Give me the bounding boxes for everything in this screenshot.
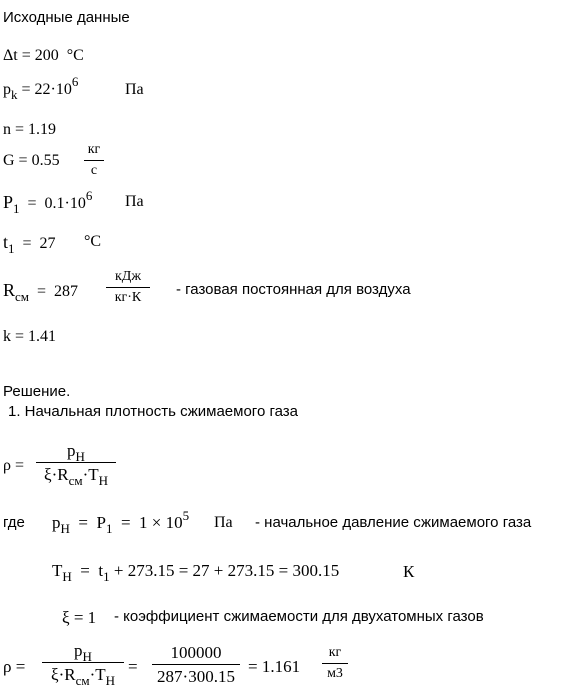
p1-symbol: P xyxy=(3,192,14,212)
rho-numeric-numerator: 100000 xyxy=(170,643,222,662)
xi-note: - коэффициент сжимаемости для двухатомных газов xyxy=(114,608,484,625)
t1-symbol: t xyxy=(3,232,9,252)
rsm-subscript: см xyxy=(75,673,90,688)
pk-symbol: p xyxy=(3,81,11,98)
formula-g: G = 0.55 xyxy=(3,152,60,169)
rho-numerator xyxy=(36,442,116,462)
formula-k: k = 1.41 xyxy=(3,328,57,345)
t1-symbol: t xyxy=(98,561,104,580)
formula-rsm xyxy=(3,280,79,304)
equals-sign: = xyxy=(78,513,88,532)
p1-base: 0.1·10 xyxy=(44,195,86,212)
pH-symbol: p xyxy=(74,641,83,660)
tH-calculation: + 273.15 = 27 + 273.15 = 300.15 xyxy=(113,561,340,580)
delta-t-unit: °C xyxy=(66,47,84,64)
equals-sign: = xyxy=(80,561,90,580)
equals-sign: = xyxy=(22,235,32,252)
formula-p1 xyxy=(3,188,93,216)
pk-base: 22·10 xyxy=(34,81,72,98)
rho-calc-numerator xyxy=(42,642,124,662)
tH-symbol: T xyxy=(52,561,63,580)
equals-sign: = xyxy=(21,81,31,98)
rho-unit-denominator: м3 xyxy=(322,663,348,681)
t-term: ·T xyxy=(82,465,99,484)
rho-symbol: ρ = xyxy=(3,457,25,474)
rho-calc-lhs: ρ = xyxy=(3,657,26,676)
tH-subscript: Н xyxy=(105,673,116,688)
rsm-note: - газовая постоянная для воздуха xyxy=(176,281,411,298)
rho-denominator xyxy=(36,462,116,488)
rsm-unit-fraction xyxy=(106,270,150,305)
rsm-unit-denominator: кг·К xyxy=(106,287,150,305)
rho-numeric-denominator: 287·300.15 xyxy=(152,664,240,685)
t1-value: 27 xyxy=(39,235,56,252)
pk-exponent: 6 xyxy=(71,74,79,89)
formula-n: n = 1.19 xyxy=(3,121,57,138)
t1-subscript: 1 xyxy=(103,569,110,584)
p1-exponent: 6 xyxy=(85,188,93,203)
rsm-symbol: R xyxy=(3,280,16,300)
equals-sign: = xyxy=(128,657,138,676)
formula-pk xyxy=(3,74,79,102)
pH-subscript: Н xyxy=(60,521,70,536)
t1-unit: °C xyxy=(84,233,102,250)
rho-result: = 1.161 xyxy=(248,657,301,676)
pH-unit: Па xyxy=(214,514,233,531)
pH-symbol: p xyxy=(52,513,61,532)
formula-TH xyxy=(52,561,340,584)
p1-unit: Па xyxy=(125,193,144,210)
pk-unit: Па xyxy=(125,81,144,98)
where-label: где xyxy=(3,514,25,531)
equals-sign: = xyxy=(120,513,131,532)
rsm-subscript: см xyxy=(15,289,30,304)
equals-sign: = xyxy=(37,283,47,300)
formula-t1 xyxy=(3,232,56,256)
formula-delta-t xyxy=(3,48,84,64)
tH-subscript: Н xyxy=(98,473,109,488)
tH-unit: К xyxy=(403,562,415,581)
xi-r-term: ξ·R xyxy=(50,665,76,684)
pk-subscript: k xyxy=(11,87,18,102)
tH-subscript: Н xyxy=(62,569,72,584)
rho-unit-numerator: кг xyxy=(328,645,342,660)
solution-heading: Решение. xyxy=(3,383,71,400)
rho-unit-fraction xyxy=(322,646,348,681)
t1-subscript: 1 xyxy=(8,241,15,256)
rho-calc-denominator xyxy=(42,662,124,688)
pH-subscript: Н xyxy=(82,649,92,664)
p1-symbol: P xyxy=(96,513,106,532)
xi-r-term: ξ·R xyxy=(43,465,69,484)
equals-sign: = xyxy=(21,47,31,64)
p1-subscript: 1 xyxy=(105,521,113,536)
pH-symbol: p xyxy=(67,441,76,460)
rsm-unit-numerator: кДж xyxy=(114,269,142,284)
delta-t-value: 200 xyxy=(34,47,59,64)
pH-subscript: Н xyxy=(75,449,85,464)
rho-fraction xyxy=(36,441,116,488)
pH-note: - начальное давление сжимаемого газа xyxy=(255,514,532,531)
g-unit-denominator: с xyxy=(84,160,104,178)
step-1-title: 1. Начальная плотность сжимаемого газа xyxy=(8,403,298,420)
g-unit-fraction xyxy=(84,143,104,178)
given-heading: Исходные данные xyxy=(3,9,130,26)
formula-xi: ξ = 1 xyxy=(62,608,97,627)
rsm-subscript: см xyxy=(68,473,83,488)
p1-subscript: 1 xyxy=(13,201,20,216)
equals-sign: = xyxy=(27,195,37,212)
t-term: ·T xyxy=(89,665,106,684)
pH-value: 1 × 10 xyxy=(139,513,183,532)
delta-t-symbol: Δt xyxy=(3,47,18,64)
formula-pH xyxy=(52,508,190,536)
g-unit-numerator: кг xyxy=(87,142,101,157)
rho-calc-fraction xyxy=(42,641,124,688)
rsm-value: 287 xyxy=(54,283,79,300)
pH-exponent: 5 xyxy=(182,508,190,523)
